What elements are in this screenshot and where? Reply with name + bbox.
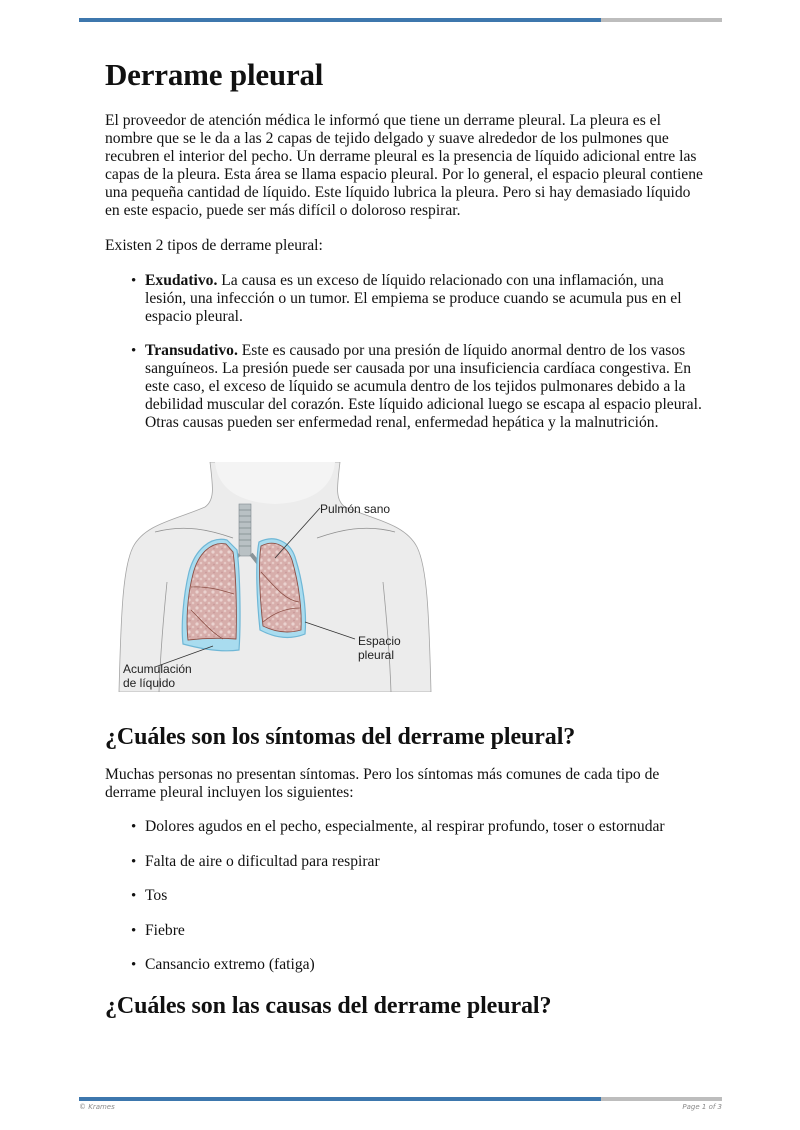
types-intro: Existen 2 tipos de derrame pleural: — [105, 237, 323, 254]
list-item — [145, 272, 705, 326]
symptoms-intro: Muchas personas no presentan síntomas. Pero los síntomas más comunes de cada tipo de derrame pleural incluyen los siguientes: — [105, 766, 660, 801]
footer-rule-rest — [601, 1097, 722, 1101]
type-description: Este es causado por una presión de líquido anormal dentro de los vasos sanguíneos. La presión puede ser causada por una insuficiencia cardíaca congestiva. En este caso, el exceso de líquido se acumula dentro de los tejidos pulmonares debido a la debilidad muscular del corazón. Este líquido adicional luego se escapa al espacio pleural. Otras causas pueden ser enfermedad renal, enfermedad hepática y la malnutrición. — [145, 342, 702, 431]
label-fluid-line1: Acumulación — [123, 662, 192, 676]
page-indicator: Page 1 of 3 — [682, 1103, 722, 1111]
header-rule-rest — [601, 18, 722, 22]
label-pleural-space-line2: pleural — [358, 648, 395, 662]
lungs-illustration — [115, 462, 435, 692]
copyright-text: © Krames — [79, 1103, 115, 1111]
type-description: La causa es un exceso de líquido relacionado con una inflamación, una lesión, una infección o un tumor. El empiema se produce cuando se acumula pus en el espacio pleural. — [145, 272, 682, 325]
list-item: • Fiebre — [145, 922, 705, 940]
trachea — [239, 504, 251, 556]
list-item: • Falta de aire o dificultad para respirar — [145, 853, 705, 871]
label-fluid-line2: de líquido — [123, 676, 176, 690]
header-rule — [79, 18, 722, 22]
footer-rule-accent — [79, 1097, 601, 1101]
intro-paragraph: El proveedor de atención médica le informó que tiene un derrame pleural. La pleura es el nombre que se le da a las 2 capas de tejido delgado y suave alrededor de los pulmones que recubren el interior del pecho. Un derrame pleural es la presencia de líquido adicional entre las capas de la pleura. Esta área se llama espacio pleural. Por lo general, el espacio pleural contiene una pequeña cantidad de líquido. Este líquido lubrica la pleura. Pero si hay demasiado líquido en este espacio, puede ser más difícil o doloroso respirar. — [105, 112, 703, 219]
symptoms-list — [105, 818, 705, 974]
type-term: Exudativo. — [145, 272, 218, 289]
header-rule-accent — [79, 18, 601, 22]
list-item: • Cansancio extremo (fatiga) — [145, 956, 705, 974]
label-healthy-lung: Pulmón sano — [320, 502, 391, 516]
label-pleural-space-line1: Espacio — [358, 634, 401, 648]
page-title: Derrame pleural — [105, 57, 324, 92]
list-item: • Tos — [145, 887, 705, 905]
symptoms-heading: ¿Cuáles son los síntomas del derrame pleural? — [105, 724, 576, 750]
footer-rule — [79, 1097, 722, 1101]
document-body — [105, 56, 705, 1021]
type-term: Transudativo. — [145, 342, 238, 359]
list-item — [145, 342, 705, 432]
list-item: • Dolores agudos en el pecho, especialmente, al respirar profundo, toser o estornudar — [145, 818, 705, 836]
causes-heading: ¿Cuáles son las causas del derrame pleural? — [105, 992, 552, 1019]
types-list — [105, 272, 705, 432]
